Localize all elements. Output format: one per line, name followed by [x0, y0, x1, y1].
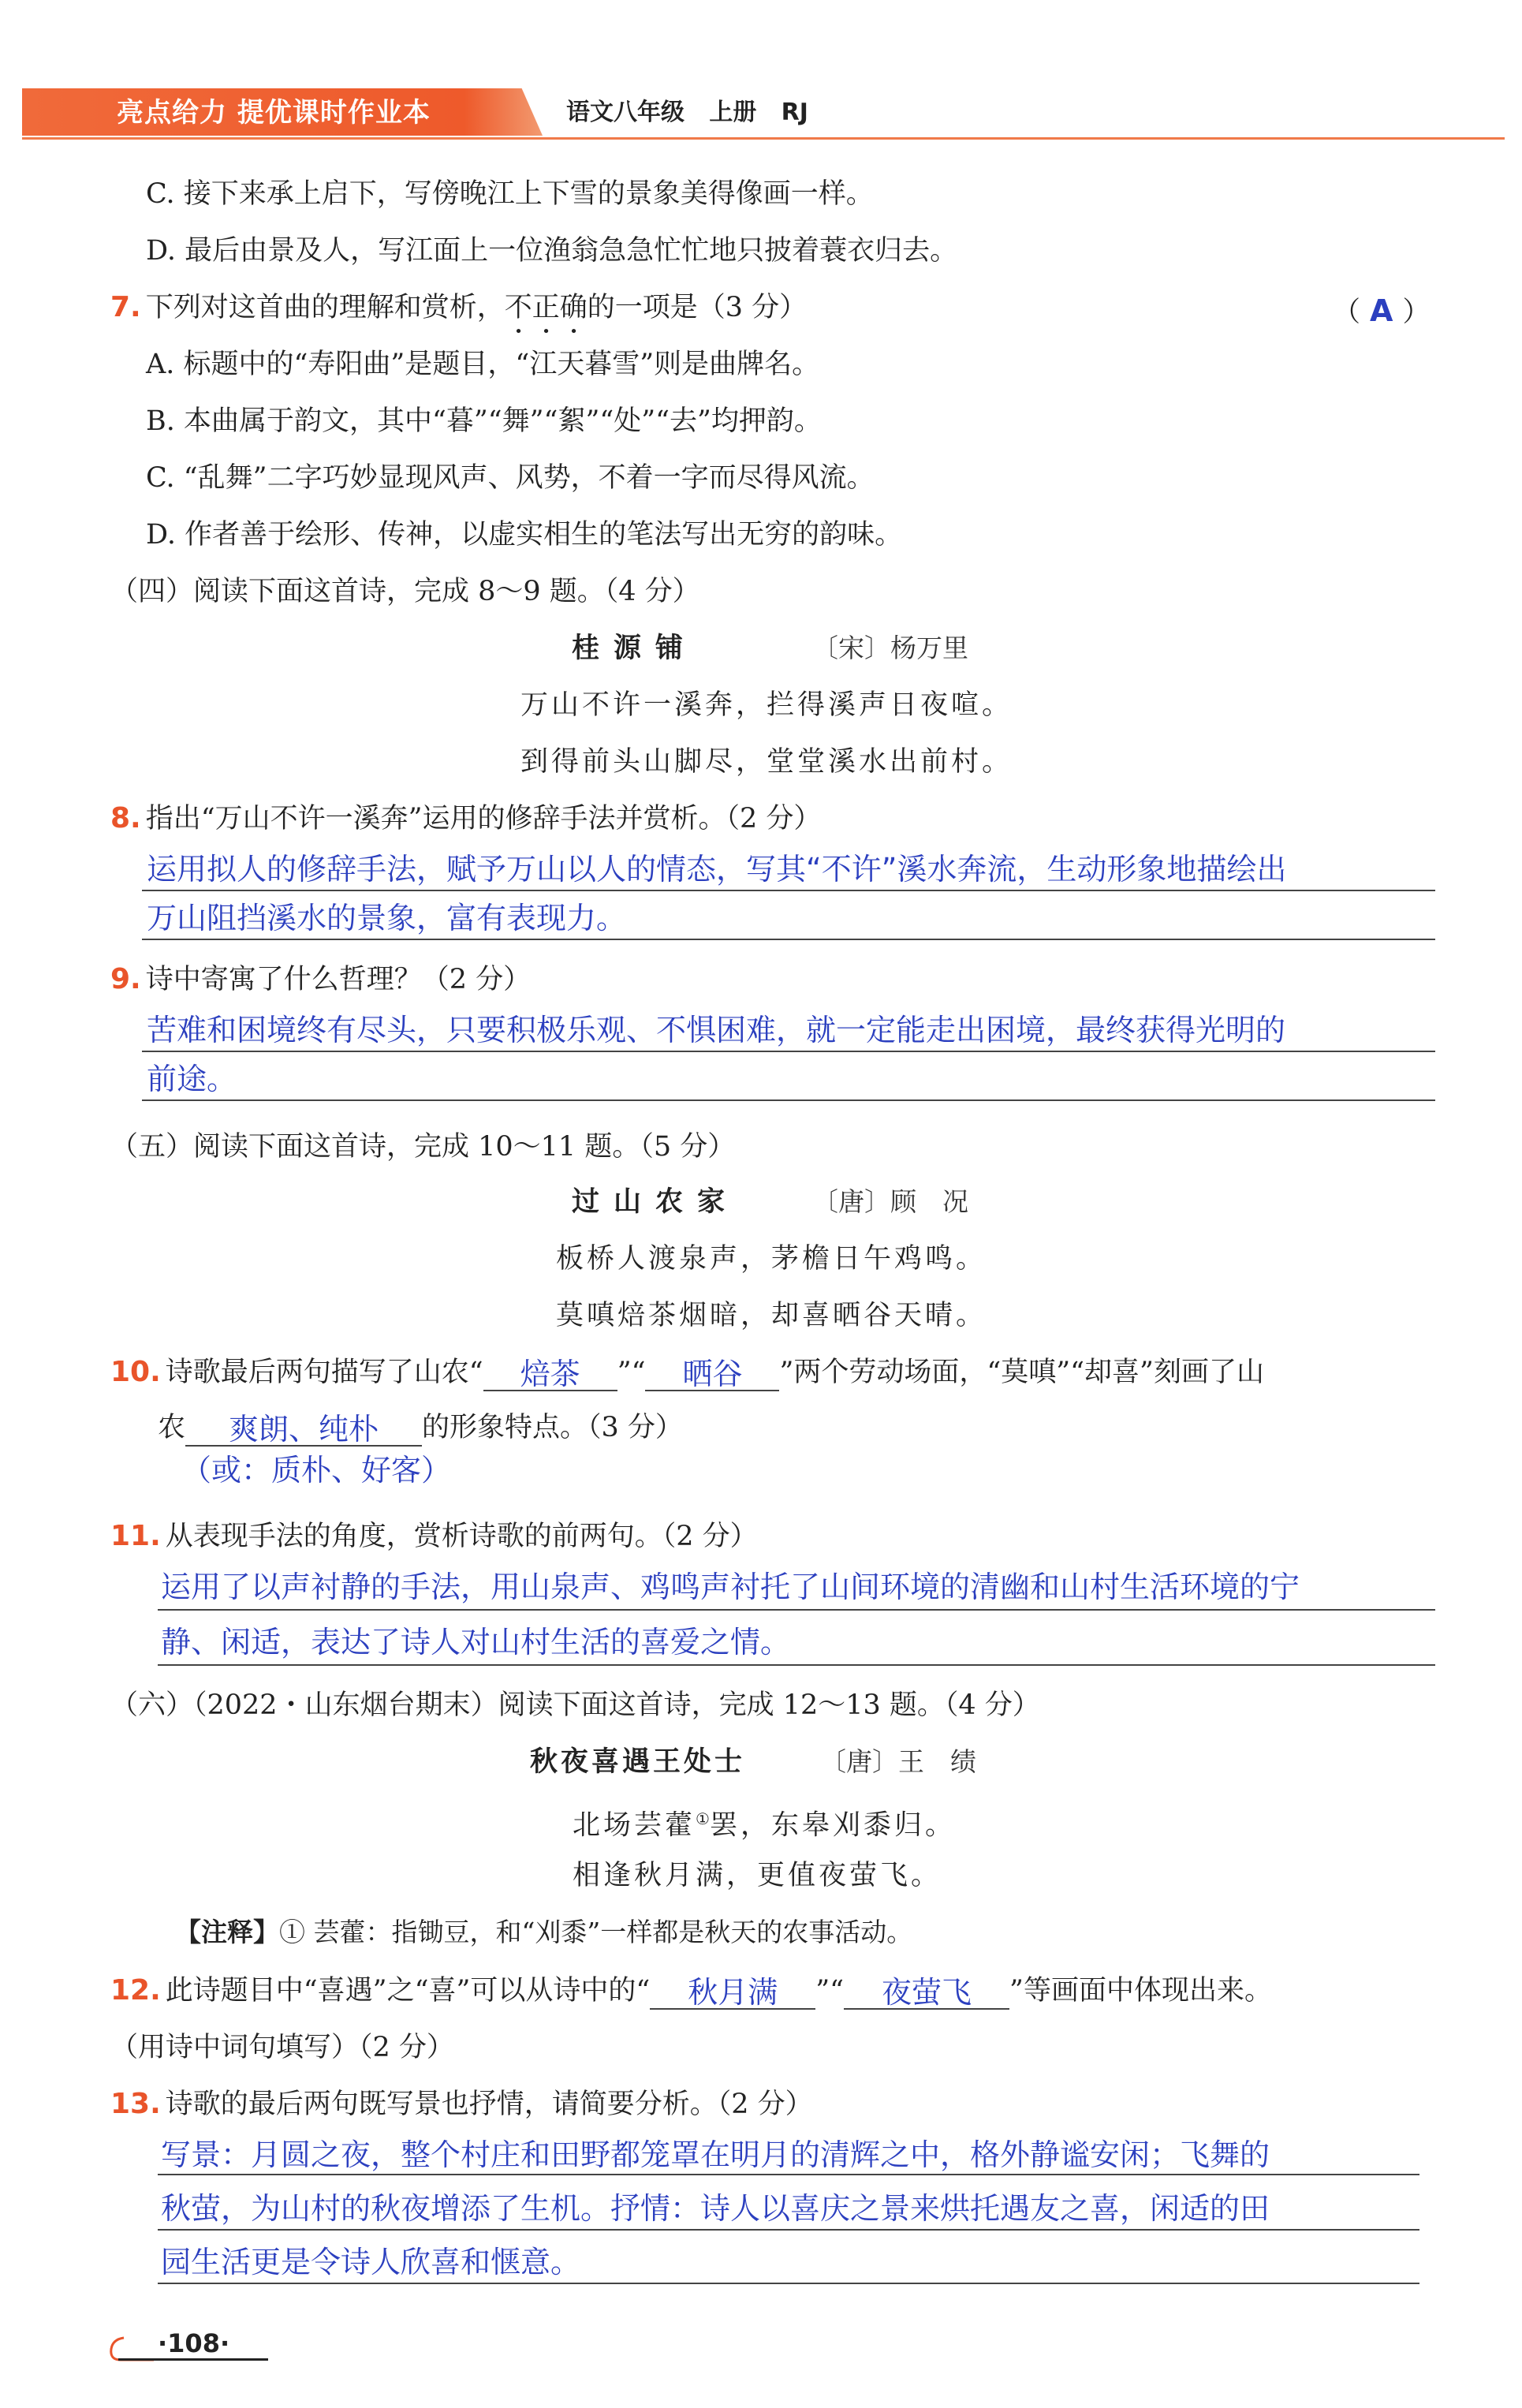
answer-rule — [142, 1099, 1435, 1101]
question-score: 的一项是（3 分） — [587, 292, 808, 323]
poem-line: 到得前头山脚尽，堂堂溪水出前村。 — [520, 746, 1013, 778]
section-heading: （六）（2022・山东烟台期末）阅读下面这首诗，完成 12～13 题。（4 分） — [110, 1689, 1040, 1721]
page-number: ·108· — [158, 2328, 230, 2358]
section-heading: （五）阅读下面这首诗，完成 10～11 题。（5 分） — [110, 1131, 736, 1163]
answer-line: 运用拟人的修辞手法，赋予万山以人的情态，写其“不许”溪水奔流，生动形象地描绘出 — [147, 852, 1287, 887]
question-text: 诗歌的最后两句既写景也抒情，请简要分析。（2 分） — [165, 2089, 813, 2120]
poem-title: 秋夜喜遇王处士 — [530, 1746, 746, 1778]
footer-curve-decoration — [106, 2335, 162, 2366]
fill-blank: 焙茶 — [483, 1358, 617, 1391]
subject-label: 语文八年级 上册 RJ — [566, 99, 808, 126]
fill-blank: 夜萤飞 — [844, 1977, 1009, 2010]
poem-author: 〔唐〕王 绩 — [820, 1746, 976, 1777]
option-d: D. 作者善于绘形、传神，以虚实相生的笔法写出无穷的韵味。 — [146, 519, 903, 551]
poem-text: 北场芸藿 — [573, 1809, 696, 1842]
question-10-line2 — [158, 1409, 683, 1447]
answer-rule — [142, 1051, 1435, 1052]
option-c: C. “乱舞”二字巧妙显现风声、风势，不着一字而尽得风流。 — [146, 462, 875, 494]
question-text: 诗歌最后两句描写了山农“ — [165, 1357, 483, 1388]
question-12-line2: （用诗中词句填写）（2 分） — [110, 2032, 454, 2063]
poem-line: 板桥人渡泉声，茅檐日午鸡鸣。 — [556, 1243, 987, 1275]
page-header — [22, 88, 1497, 139]
question-text: 的形象特点。（3 分） — [422, 1412, 683, 1443]
question-text: ”等画面中体现出来。 — [1009, 1975, 1272, 2007]
poem-title: 桂源铺 — [572, 633, 698, 664]
question-text: 从表现手法的角度，赏析诗歌的前两句。（2 分） — [165, 1521, 758, 1552]
fill-blank: 爽朗、纯朴 — [185, 1413, 422, 1447]
question-9 — [110, 961, 531, 999]
poem-text: 罢，东皋刈黍归。 — [709, 1809, 956, 1842]
question-number: 7. — [110, 291, 141, 323]
fill-blank: 晒谷 — [645, 1358, 779, 1391]
question-text: 指出“万山不许一溪奔”运用的修辞手法并赏析。（2 分） — [145, 803, 822, 834]
option-a: A. 标题中的“寿阳曲”是题目，“江天暮雪”则是曲牌名。 — [146, 349, 820, 380]
footer-rule — [118, 2358, 268, 2361]
footnote-marker: ① — [696, 1809, 710, 1828]
question-number: 10. — [110, 1356, 161, 1388]
answer-choice: A — [1370, 293, 1393, 328]
answer-rule — [142, 890, 1435, 891]
poem-line — [573, 1800, 956, 1845]
poem-author: 〔宋〕杨万里 — [812, 633, 968, 663]
answer-line: 运用了以声衬静的手法，用山泉声、鸡鸣声衬托了山间环境的清幽和山村生活环境的宁 — [161, 1570, 1300, 1604]
bracket-open: （ — [1333, 297, 1361, 328]
question-text: ”“ — [617, 1357, 646, 1388]
question-10 — [110, 1353, 1264, 1391]
answer-line: 秋萤，为山村的秋夜增添了生机。抒情：诗人以喜庆之景来烘托遇友之喜，闲适的田 — [161, 2191, 1270, 2226]
answer-rule — [158, 2283, 1419, 2284]
question-text: 诗中寄寓了什么哲理？（2 分） — [145, 964, 532, 995]
question-number: 11. — [110, 1520, 161, 1552]
poem-line: 莫嗔焙茶烟暗，却喜晒谷天晴。 — [556, 1300, 987, 1331]
header-rule — [22, 137, 1505, 140]
question-text: 农 — [158, 1412, 186, 1443]
question-text: 下列对这首曲的理解和赏析， — [145, 292, 505, 323]
fill-blank: 秋月满 — [650, 1977, 815, 2010]
option-d: D. 最后由景及人，写江面上一位渔翁急急忙忙地只披着蓑衣归去。 — [146, 235, 958, 267]
answer-rule — [142, 939, 1435, 940]
question-number: 13. — [110, 2088, 161, 2120]
question-number: 8. — [110, 802, 141, 834]
bracket-close: ） — [1402, 297, 1431, 328]
question-7 — [110, 289, 807, 340]
question-8 — [110, 800, 821, 838]
answer-line: 前途。 — [147, 1062, 237, 1096]
question-13 — [110, 2085, 813, 2123]
poem-line: 万山不许一溪奔，拦得溪声日夜喧。 — [520, 689, 1013, 721]
question-text: 此诗题目中“喜遇”之“喜”可以从诗中的“ — [165, 1975, 651, 2007]
annotation-text: ① 芸藿：指锄豆，和“刈黍”一样都是秋天的农事活动。 — [279, 1917, 913, 1947]
question-number: 12. — [110, 1974, 161, 2007]
annotation-label: 【注释】 — [175, 1917, 279, 1947]
answer-line: 静、闲适，表达了诗人对山村生活的喜爱之情。 — [161, 1625, 791, 1659]
answer-alternative: （或：质朴、好客） — [181, 1453, 452, 1488]
option-c: C. 接下来承上启下，写傍晚江上下雪的景象美得像画一样。 — [146, 178, 874, 210]
answer-line: 苦难和困境终有尽头，只要积极乐观、不惧困难，就一定能走出困境，最终获得光明的 — [147, 1013, 1286, 1047]
section-heading: （四）阅读下面这首诗，完成 8～9 题。（4 分） — [110, 576, 700, 607]
emphasis-text: 不正确 — [504, 292, 588, 323]
series-title: 亮点给力 提优课时作业本 — [117, 97, 431, 129]
answer-rule — [158, 1664, 1435, 1666]
poem-author: 〔唐〕顾 况 — [812, 1186, 968, 1217]
annotation — [175, 1913, 912, 1951]
answer-rule — [158, 1609, 1435, 1611]
question-11 — [110, 1518, 758, 1555]
answer-line: 园生活更是令诗人欣喜和惬意。 — [161, 2245, 581, 2279]
answer-rule — [158, 2174, 1419, 2175]
answer-rule — [158, 2229, 1419, 2231]
question-text: ”“ — [815, 1975, 845, 2007]
answer-bracket — [1333, 292, 1430, 331]
option-b: B. 本曲属于韵文，其中“暮”“舞”“絮”“处”“去”均押韵。 — [146, 405, 822, 437]
poem-line: 相逢秋月满，更值夜萤飞。 — [573, 1860, 942, 1891]
question-12 — [110, 1972, 1272, 2010]
poem-title: 过山农家 — [572, 1186, 740, 1218]
answer-line: 写景：月圆之夜，整个村庄和田野都笼罩在明月的清辉之中，格外静谧安闲；飞舞的 — [161, 2137, 1270, 2172]
question-text: ”两个劳动场面，“莫嗔”“却喜”刻画了山 — [779, 1357, 1264, 1388]
question-number: 9. — [110, 963, 141, 995]
answer-line: 万山阻挡溪水的景象，富有表现力。 — [147, 901, 627, 935]
